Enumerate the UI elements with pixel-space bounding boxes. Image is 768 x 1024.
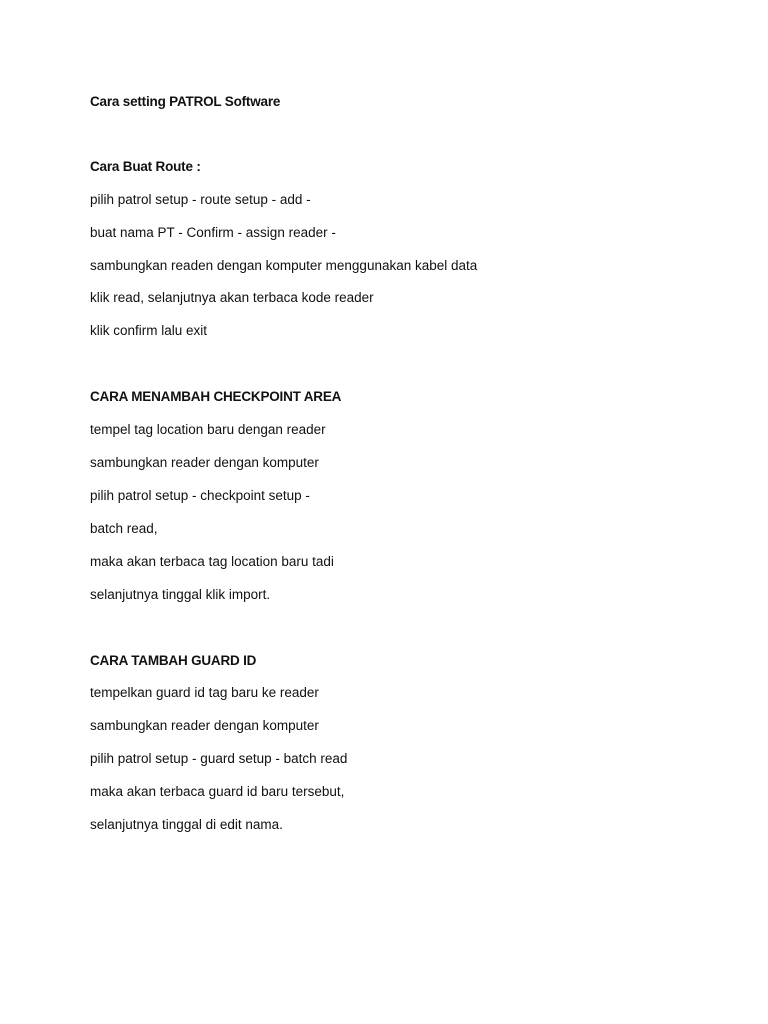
document-title: Cara setting PATROL Software xyxy=(90,94,281,109)
section-heading-route: Cara Buat Route : xyxy=(90,159,201,174)
route-step-4: klik read, selanjutnya akan terbaca kode reader xyxy=(90,290,374,305)
checkpoint-step-5: maka akan terbaca tag location baru tadi xyxy=(90,554,334,569)
route-step-2: buat nama PT - Confirm - assign reader - xyxy=(90,225,336,240)
checkpoint-step-6: selanjutnya tinggal klik import. xyxy=(90,587,271,602)
section-heading-guard: CARA TAMBAH GUARD ID xyxy=(90,653,257,668)
guard-step-3: pilih patrol setup - guard setup - batch read xyxy=(90,751,348,766)
checkpoint-step-2: sambungkan reader dengan komputer xyxy=(90,455,319,470)
checkpoint-step-1: tempel tag location baru dengan reader xyxy=(90,422,326,437)
checkpoint-step-4: batch read, xyxy=(90,521,158,536)
guard-step-4: maka akan terbaca guard id baru tersebut, xyxy=(90,784,345,799)
route-step-3: sambungkan readen dengan komputer menggunakan kabel data xyxy=(90,258,478,273)
route-step-5: klik confirm lalu exit xyxy=(90,323,208,338)
guard-step-5: selanjutnya tinggal di edit nama. xyxy=(90,817,283,832)
guard-step-1: tempelkan guard id tag baru ke reader xyxy=(90,685,319,700)
checkpoint-step-3: pilih patrol setup - checkpoint setup - xyxy=(90,488,310,503)
guard-step-2: sambungkan reader dengan komputer xyxy=(90,718,319,733)
section-heading-checkpoint: CARA MENAMBAH CHECKPOINT AREA xyxy=(90,389,342,404)
route-step-1: pilih patrol setup - route setup - add - xyxy=(90,192,311,207)
